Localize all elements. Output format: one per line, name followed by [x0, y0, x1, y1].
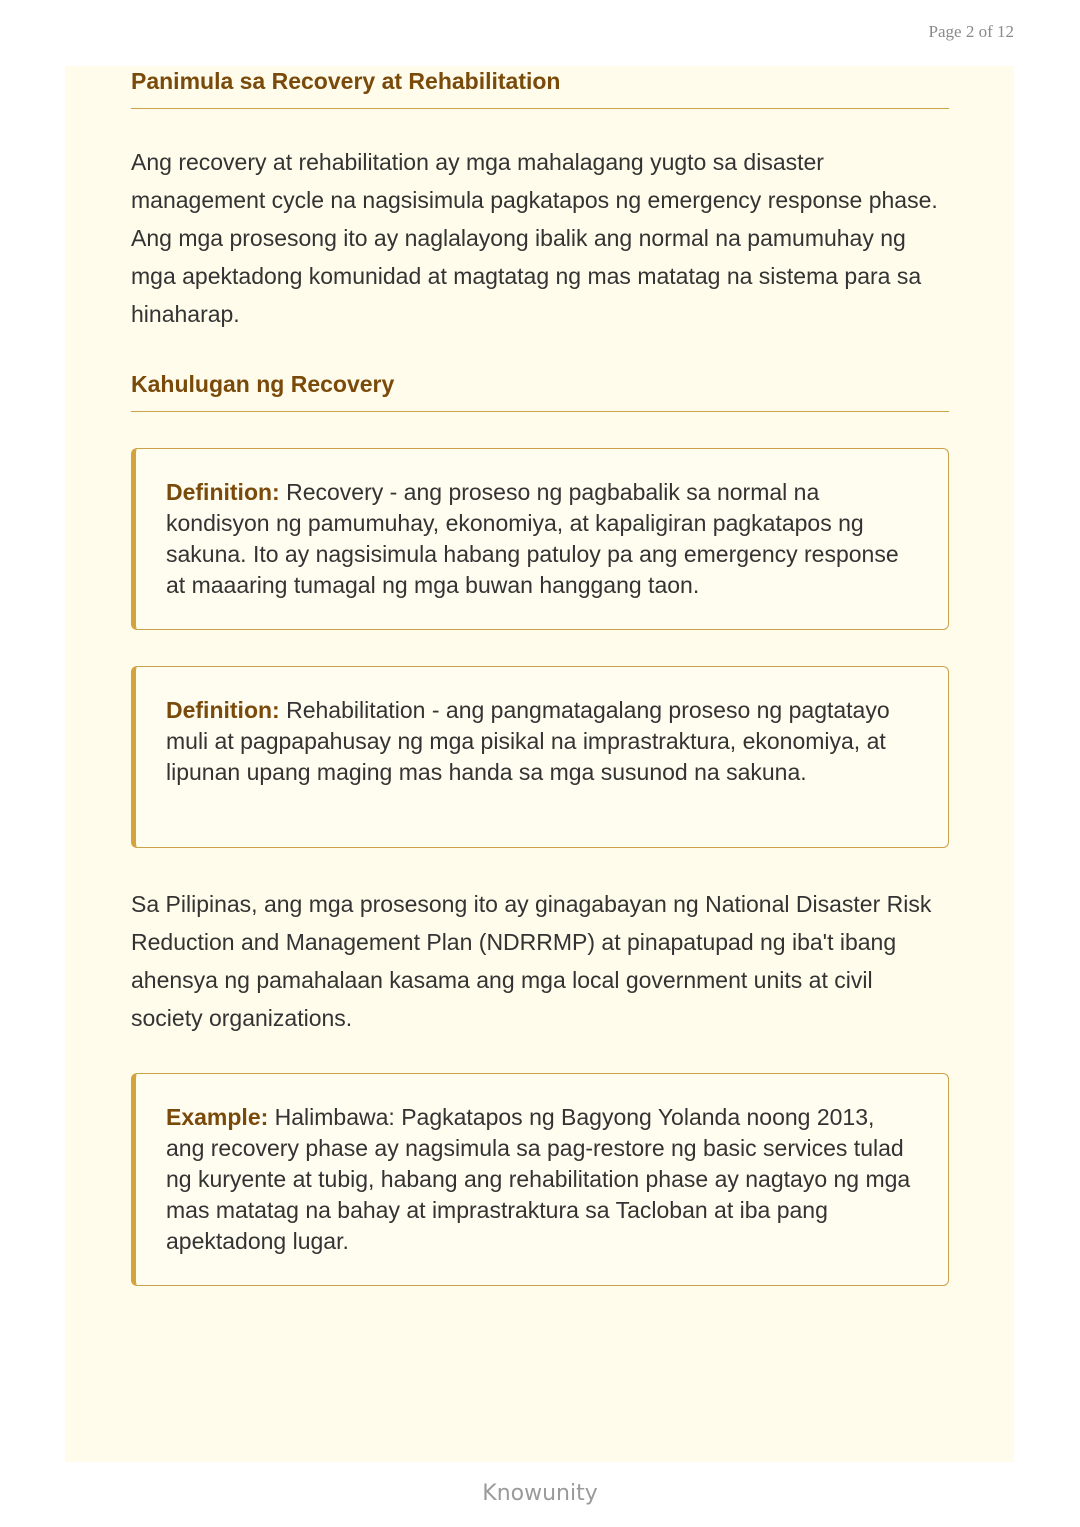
example-label: Example:: [166, 1104, 269, 1130]
definition-box-rehabilitation: [131, 666, 949, 848]
intro-paragraph: Ang recovery at rehabilitation ay mga mahalagang yugto sa disaster management cycle na nagsisimula pagkatapos ng emergency response phase. Ang mga prosesong ito ay naglalayong ibalik ang normal na pamumuhay ng mga apektadong komunidad at magtatag ng mas matatag na sistema para sa hinaharap.: [131, 149, 938, 327]
example-box-yolanda: [131, 1073, 949, 1286]
definition-text: Recovery - ang proseso ng pagbabalik sa normal na kondisyon ng pamumuhay, ekonomiya, at kapaligiran pagkatapos ng sakuna. Ito ay nagsisimula habang patuloy pa ang emergency response at maaaring tumagal ng mga buwan hanggang taon.: [166, 479, 899, 598]
page-content: [131, 66, 949, 1286]
page-number: Page 2 of 12: [928, 22, 1014, 41]
example-text: Halimbawa: Pagkatapos ng Bagyong Yolanda noong 2013, ang recovery phase ay nagsimula sa pag-restore ng basic services tulad ng kuryente at tubig, habang ang rehabilitation phase ay nagtayo ng mga mas matatag na bahay at imprastraktura sa Tacloban at iba pang apektadong lugar.: [166, 1104, 911, 1254]
definition-text: Rehabilitation - ang pangmatagalang proseso ng pagtatayo muli at pagpapahusay ng mga pisikal na imprastraktura, ekonomiya, at lipunan upang maging mas handa sa mga susunod na sakuna.: [166, 697, 890, 785]
footer-brand: Knowunity: [482, 1481, 598, 1506]
definition-label: Definition:: [166, 479, 280, 505]
document-page: [65, 66, 1014, 1462]
definition-label: Definition:: [166, 697, 280, 723]
ndrrmp-paragraph: Sa Pilipinas, ang mga prosesong ito ay ginagabayan ng National Disaster Risk Reduction and Management Plan (NDRRMP) at pinapatupad ng iba't ibang ahensya ng pamahalaan kasama ang mga local government units at civil society organizations.: [131, 891, 932, 1031]
section-heading-intro: Panimula sa Recovery at Rehabilitation: [131, 66, 949, 109]
definition-box-recovery: [131, 448, 949, 630]
section-heading-recovery-meaning: Kahulugan ng Recovery: [131, 369, 949, 412]
